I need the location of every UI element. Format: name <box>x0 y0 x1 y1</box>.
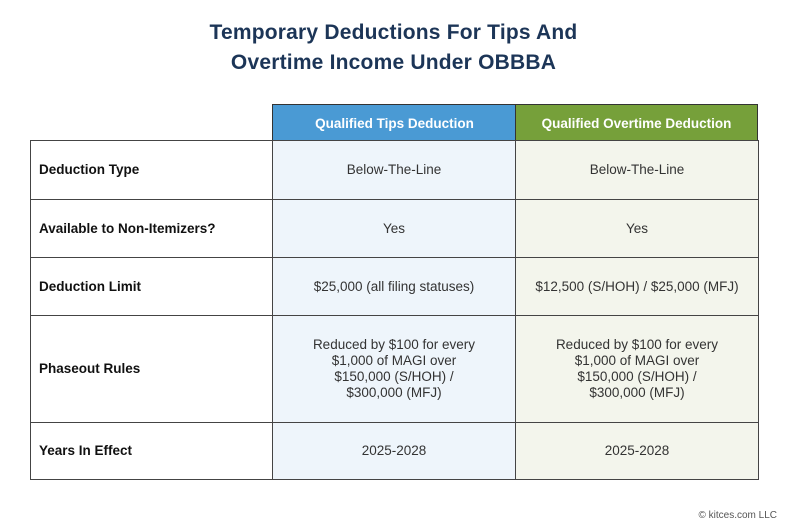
cell-line: $150,000 (S/HOH) / <box>334 369 454 384</box>
table-row <box>31 316 759 423</box>
tips-cell: Yes <box>273 200 516 258</box>
row-label: Deduction Limit <box>31 258 273 316</box>
row-label: Years In Effect <box>31 423 273 480</box>
table-row <box>31 423 759 480</box>
cell-line: $1,000 of MAGI over <box>331 353 457 368</box>
column-header-overtime: Qualified Overtime Deduction <box>515 104 758 141</box>
table-row <box>31 200 759 258</box>
page-title <box>0 18 787 78</box>
row-label: Deduction Type <box>31 141 273 200</box>
overtime-cell: $12,500 (S/HOH) / $25,000 (MFJ) <box>516 258 759 316</box>
cell-line: $300,000 (MFJ) <box>346 385 442 400</box>
cell-line: Reduced by $100 for every <box>312 337 476 352</box>
row-label: Available to Non-Itemizers? <box>31 200 273 258</box>
tips-cell: Below-The-Line <box>273 141 516 200</box>
tips-cell <box>273 316 516 423</box>
table-row <box>31 258 759 316</box>
cell-line: $300,000 (MFJ) <box>589 385 685 400</box>
cell-line: $150,000 (S/HOH) / <box>577 369 697 384</box>
overtime-cell <box>516 316 759 423</box>
comparison-table <box>30 140 759 480</box>
table-row <box>31 141 759 200</box>
cell-line: $1,000 of MAGI over <box>574 353 700 368</box>
overtime-cell: Below-The-Line <box>516 141 759 200</box>
column-header-tips: Qualified Tips Deduction <box>272 104 516 141</box>
cell-line: Reduced by $100 for every <box>555 337 719 352</box>
tips-cell: $25,000 (all filing statuses) <box>273 258 516 316</box>
title-line-2: Overtime Income Under OBBBA <box>230 51 557 74</box>
title-line-1: Temporary Deductions For Tips And <box>209 21 578 44</box>
overtime-cell: Yes <box>516 200 759 258</box>
tips-cell: 2025-2028 <box>273 423 516 480</box>
row-label: Phaseout Rules <box>31 316 273 423</box>
copyright-footer: © kitces.com LLC <box>698 510 777 521</box>
overtime-cell: 2025-2028 <box>516 423 759 480</box>
